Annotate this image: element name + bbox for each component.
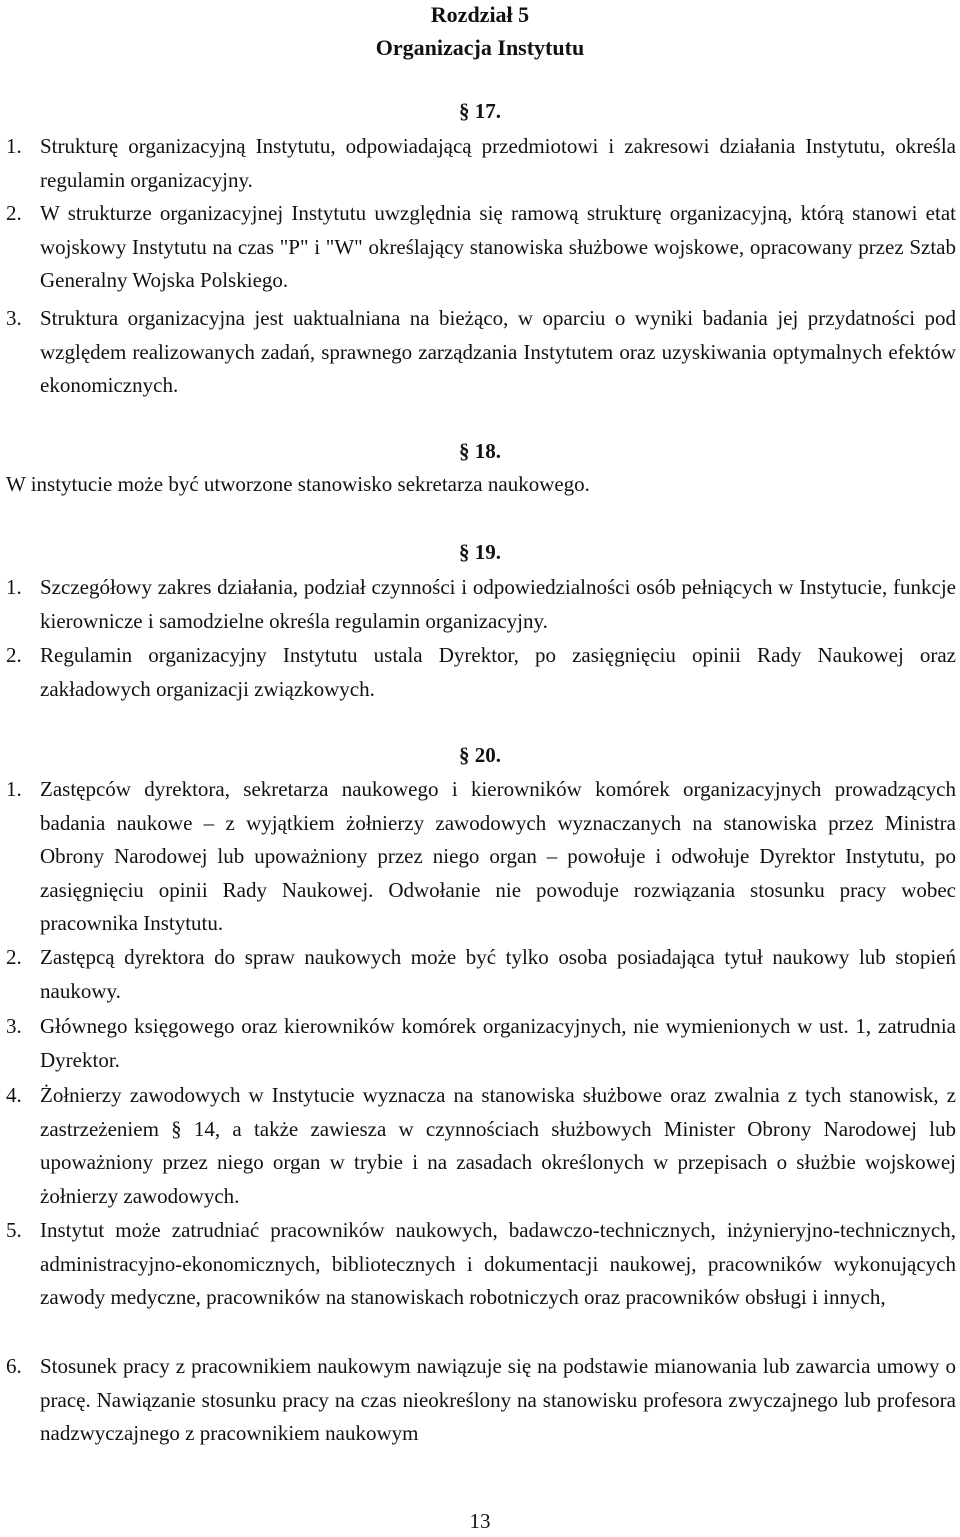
item-text: Szczegółowy zakres działania, podział czynności i odpowiedzialności osób pełniących w Instytucie, funkcje kierownicze i samodzielne określa regulamin organizacyjny. (40, 575, 956, 633)
section-18-text: W instytucie może być utworzone stanowisko sekretarza naukowego. (6, 472, 590, 496)
section-20-item-5 (6, 1214, 956, 1315)
item-number: 3. (6, 1014, 22, 1038)
item-text: Struktura organizacyjna jest uaktualniana na bieżąco, w oparciu o wyniki badania jej przydatności pod względem realizowanych zadań, sprawnego zarządzania Instytutem oraz uzyskiwania optymalnych efektów ekonomicznych. (40, 306, 956, 398)
item-text: Strukturę organizacyjną Instytutu, odpowiadającą przedmiotowi i zakresowi działania Instytutu, określa regulamin organizacyjny. (40, 134, 956, 192)
section-17-item-3 (6, 302, 956, 403)
section-heading-20: § 20. (459, 743, 501, 767)
item-number: 1. (6, 777, 22, 801)
chapter-number: Rozdział 5 (430, 2, 530, 27)
item-text: Stosunek pracy z pracownikiem naukowym nawiązuje się na podstawie mianowania lub zawarcia umowy o pracę. Nawiązanie stosunku pracy na czas nieokreślony na stanowisku profesora zwyczajnego lub profesora nadzwyczajnego z pracownikiem naukowym (40, 1354, 956, 1446)
item-text: Głównego księgowego oraz kierowników komórek organizacyjnych, nie wymienionych w ust. 1, zatrudnia Dyrektor. (40, 1014, 956, 1072)
item-number: 3. (6, 306, 22, 330)
item-number: 2. (6, 945, 22, 969)
item-text: Zastępców dyrektora, sekretarza naukowego i kierowników komórek organizacyjnych prowadzących badania naukowe – z wyjątkiem żołnierzy zawodowych wyznaczanych na stanowiska przez Ministra Obrony Narodowej lub upoważniony przez niego organ – powołuje i odwołuje Dyrektor Instytutu, po zasięgnięciu opinii Rady Naukowej. Odwołanie nie powoduje rozwiązania stosunku pracy wobec pracownika Instytutu. (40, 777, 956, 936)
section-19-item-2 (6, 639, 956, 706)
section-20-item-2 (6, 941, 956, 1008)
item-number: 4. (6, 1083, 22, 1107)
chapter-name: Organizacja Instytutu (375, 35, 585, 60)
item-text: Regulamin organizacyjny Instytutu ustala Dyrektor, po zasięgnięciu opinii Rady Naukowej oraz zakładowych organizacji związkowych. (40, 643, 956, 701)
item-text: Żołnierzy zawodowych w Instytucie wyznacza na stanowiska służbowe oraz zwalnia z tych stanowisk, z zastrzeżeniem § 14, a także zawiesza w czynnościach służbowych Minister Obrony Narodowej lub upoważniony przez niego organ w trybie i na zasadach określonych w przepisach o służbie wojskowej żołnierzy zawodowych. (40, 1083, 956, 1208)
section-heading-17: § 17. (459, 99, 501, 123)
section-17-item-2 (6, 197, 956, 298)
section-heading-19: § 19. (459, 540, 501, 564)
item-number: 1. (6, 134, 22, 158)
section-20-item-4 (6, 1079, 956, 1213)
item-text: Zastępcą dyrektora do spraw naukowych może być tylko osoba posiadająca tytuł naukowy lub stopień naukowy. (40, 945, 956, 1003)
page-number: 13 (469, 1509, 491, 1533)
item-number: 5. (6, 1218, 22, 1242)
section-20-item-1 (6, 773, 956, 941)
section-20-item-6 (6, 1350, 956, 1451)
item-number: 6. (6, 1354, 22, 1378)
section-heading-18: § 18. (459, 439, 501, 463)
item-number: 2. (6, 643, 22, 667)
section-17-item-1 (6, 130, 956, 197)
item-number: 2. (6, 201, 22, 225)
item-text: W strukturze organizacyjnej Instytutu uwzględnia się ramową strukturę organizacyjną, którą stanowi etat wojskowy Instytutu na czas "P" i "W" określający stanowiska służbowe wojskowe, opracowany przez Sztab Generalny Wojska Polskiego. (40, 201, 956, 293)
item-text: Instytut może zatrudniać pracowników naukowych, badawczo-technicznych, inżynieryjno-technicznych, administracyjno-ekonomicznych, bibliotecznych i dokumentacji naukowej, pracowników wykonujących zawody medyczne, pracowników na stanowiskach robotniczych oraz pracowników obsługi i innych, (40, 1218, 956, 1310)
chapter-title (0, 0, 960, 64)
section-19-item-1 (6, 571, 956, 638)
section-20-item-3 (6, 1010, 956, 1077)
item-number: 1. (6, 575, 22, 599)
